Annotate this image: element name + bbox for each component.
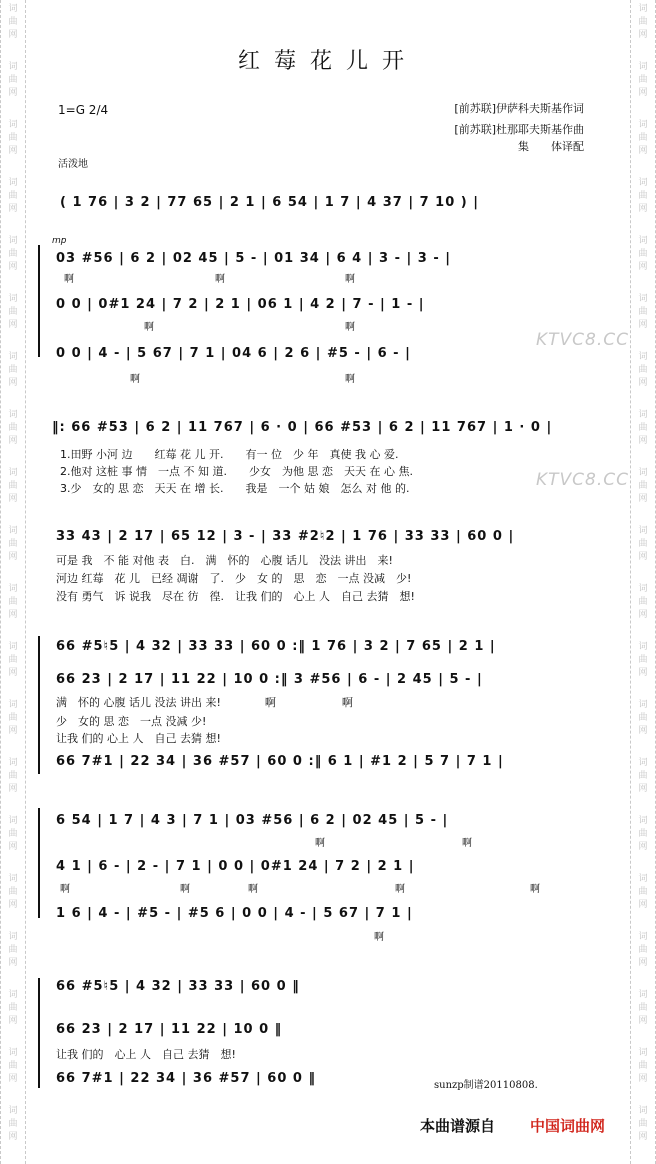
side-watermark-char: 网 xyxy=(638,1132,648,1142)
song-title: 红莓花儿开 xyxy=(237,49,418,74)
side-watermark-char: 曲 xyxy=(8,17,18,27)
side-watermark-char: 曲 xyxy=(8,597,18,607)
side-watermark-char: 曲 xyxy=(8,713,18,723)
sys4-voice2: 66 23 | 2 17 | 11 22 | 10 0 :‖ 3 #56 | 6 - | 2 45 | 5 - | xyxy=(56,672,483,687)
side-watermark-char: 网 xyxy=(638,726,648,736)
system-5-brace xyxy=(38,808,40,918)
side-watermark-char: 曲 xyxy=(8,945,18,955)
right-watermark-column xyxy=(630,0,656,1164)
ah-lyric: 啊 xyxy=(345,322,355,333)
side-watermark-char: 网 xyxy=(638,30,648,40)
sys4-lyric-2: 少 女的 思 恋 一点 没减 少! xyxy=(56,715,207,728)
sys4-lyric-1: 满 怀的 心腹 话儿 没法 讲出 来! 啊 啊 xyxy=(56,696,353,709)
side-watermark-char: 词 xyxy=(8,236,18,246)
side-watermark-char: 网 xyxy=(638,610,648,620)
side-watermark-char: 词 xyxy=(8,410,18,420)
side-watermark-char: 词 xyxy=(638,1106,648,1116)
side-watermark-char: 曲 xyxy=(638,481,648,491)
side-watermark-char: 网 xyxy=(638,552,648,562)
side-watermark-char: 词 xyxy=(638,120,648,130)
side-watermark-char: 词 xyxy=(8,1106,18,1116)
side-watermark-char: 词 xyxy=(8,120,18,130)
side-watermark-char: 网 xyxy=(8,262,18,272)
side-watermark-char: 曲 xyxy=(638,365,648,375)
side-watermark-char: 网 xyxy=(638,88,648,98)
sys1-voice2: 0 0 | 0#1 24 | 7 2 | 2 1 | 06 1 | 4 2 | 7 - | 1 - | xyxy=(56,297,425,312)
side-watermark-char: 词 xyxy=(8,4,18,14)
side-watermark-char: 曲 xyxy=(638,307,648,317)
sys1-voice3: 0 0 | 4 - | 5 67 | 7 1 | 04 6 | 2 6 | #5 - | 6 - | xyxy=(56,346,411,361)
side-watermark-char: 词 xyxy=(8,294,18,304)
side-watermark-char: 曲 xyxy=(638,713,648,723)
side-watermark-char: 网 xyxy=(638,842,648,852)
sys2-melody: ‖: 66 #53 | 6 2 | 11 767 | 6 · 0 | 66 #53 | 6 2 | 11 767 | 1 · 0 | xyxy=(52,420,553,435)
side-watermark-char: 词 xyxy=(638,468,648,478)
side-watermark-char: 网 xyxy=(8,610,18,620)
side-watermark-char: 词 xyxy=(638,352,648,362)
side-watermark-char: 网 xyxy=(638,668,648,678)
ah-lyric: 啊 xyxy=(462,838,472,849)
sys3-lyric-3: 没有 勇气 诉 说我 尽在 彷 徨. 让我 们的 心上 人 自己 去猜 想! xyxy=(56,590,415,603)
side-watermark-char: 网 xyxy=(8,842,18,852)
ah-lyric: 啊 xyxy=(248,884,258,895)
side-watermark-char: 曲 xyxy=(8,1003,18,1013)
translator-credit: 集 体译配 xyxy=(518,140,584,153)
tempo-marking: 活泼地 xyxy=(58,159,88,170)
side-watermark-char: 曲 xyxy=(638,191,648,201)
side-watermark-char: 词 xyxy=(8,642,18,652)
side-watermark-char: 曲 xyxy=(8,829,18,839)
side-watermark-char: 网 xyxy=(638,958,648,968)
sys5-voice1: 6 54 | 1 7 | 4 3 | 7 1 | 03 #56 | 6 2 | 02 45 | 5 - | xyxy=(56,813,449,828)
side-watermark-char: 词 xyxy=(8,874,18,884)
side-watermark-char: 曲 xyxy=(638,423,648,433)
sys2-lyric-1: 1.田野 小河 边 红莓 花 儿 开. 有一 位 少 年 真使 我 心 爱. xyxy=(60,448,399,461)
side-watermark-char: 曲 xyxy=(8,1061,18,1071)
side-watermark-char: 网 xyxy=(8,552,18,562)
side-watermark-char: 词 xyxy=(638,874,648,884)
side-watermark-char: 曲 xyxy=(8,423,18,433)
sys6-voice3: 66 7#1 | 22 34 | 36 #57 | 60 0 ‖ xyxy=(56,1071,316,1086)
side-watermark-char: 网 xyxy=(8,204,18,214)
side-watermark-char: 网 xyxy=(638,900,648,910)
left-watermark-column xyxy=(0,0,26,1164)
side-watermark-char: 词 xyxy=(638,1048,648,1058)
system-4-brace xyxy=(38,636,40,774)
intro-line: ( 1 76 | 3 2 | 77 65 | 2 1 | 6 54 | 1 7 | 4 37 | 7 10 ) | xyxy=(60,195,480,210)
side-watermark-char: 网 xyxy=(638,1074,648,1084)
sys3-lyric-1: 可是 我 不 能 对他 表 白. 满 怀的 心腹 话儿 没法 讲出 来! xyxy=(56,554,393,567)
side-watermark-char: 网 xyxy=(8,494,18,504)
side-watermark-char: 曲 xyxy=(638,829,648,839)
sys6-voice1: 66 #5♮5 | 4 32 | 33 33 | 60 0 ‖ xyxy=(56,979,300,994)
side-watermark-char: 曲 xyxy=(638,771,648,781)
side-watermark-char: 网 xyxy=(8,436,18,446)
side-watermark-char: 网 xyxy=(638,320,648,330)
side-watermark-char: 词 xyxy=(638,236,648,246)
ah-lyric: 啊 xyxy=(130,374,140,385)
side-watermark-char: 网 xyxy=(8,88,18,98)
ah-lyric: 啊 xyxy=(345,374,355,385)
ah-lyric: 啊 xyxy=(530,884,540,895)
side-watermark-char: 网 xyxy=(8,668,18,678)
side-watermark-char: 网 xyxy=(638,784,648,794)
ah-lyric: 啊 xyxy=(215,274,225,285)
ah-lyric: 啊 xyxy=(180,884,190,895)
side-watermark-char: 曲 xyxy=(638,887,648,897)
lyricist-credit: [前苏联]伊萨科夫斯基作词 xyxy=(454,102,584,115)
side-watermark-char: 网 xyxy=(8,900,18,910)
dynamic-mark: mp xyxy=(52,236,67,246)
side-watermark-char: 网 xyxy=(8,958,18,968)
side-watermark-char: 曲 xyxy=(8,133,18,143)
side-watermark-char: 网 xyxy=(8,726,18,736)
sys3-lyric-2: 河边 红莓 花 儿 已经 凋谢 了. 少 女 的 思 恋 一点 没减 少! xyxy=(56,572,412,585)
sys6-voice2: 66 23 | 2 17 | 11 22 | 10 0 ‖ xyxy=(56,1022,283,1037)
side-watermark-char: 词 xyxy=(8,584,18,594)
side-watermark-char: 词 xyxy=(638,990,648,1000)
side-watermark-char: 网 xyxy=(8,1132,18,1142)
side-watermark-char: 词 xyxy=(638,294,648,304)
side-watermark-char: 词 xyxy=(638,642,648,652)
ah-lyric: 啊 xyxy=(64,274,74,285)
composer-credit: [前苏联]杜那耶夫斯基作曲 xyxy=(454,123,584,136)
sys5-voice2: 4 1 | 6 - | 2 - | 7 1 | 0 0 | 0#1 24 | 7 2 | 2 1 | xyxy=(56,859,415,874)
side-watermark-char: 曲 xyxy=(638,1061,648,1071)
side-watermark-char: 网 xyxy=(8,378,18,388)
ah-lyric: 啊 xyxy=(374,932,384,943)
side-watermark-char: 网 xyxy=(8,784,18,794)
side-watermark-char: 词 xyxy=(638,700,648,710)
side-watermark-char: 曲 xyxy=(638,17,648,27)
ktv-watermark: KTVC8.CC xyxy=(536,470,629,490)
ah-lyric: 啊 xyxy=(345,274,355,285)
side-watermark-char: 曲 xyxy=(638,1119,648,1129)
side-watermark-char: 网 xyxy=(8,146,18,156)
system-1-brace xyxy=(38,245,40,357)
side-watermark-char: 曲 xyxy=(638,597,648,607)
side-watermark-char: 词 xyxy=(8,526,18,536)
side-watermark-char: 词 xyxy=(8,1048,18,1058)
sys6-lyric: 让我 们的 心上 人 自己 去猜 想! xyxy=(56,1048,236,1061)
ah-lyric: 啊 xyxy=(395,884,405,895)
side-watermark-char: 网 xyxy=(638,262,648,272)
side-watermark-char: 词 xyxy=(638,410,648,420)
side-watermark-char: 词 xyxy=(638,62,648,72)
sys2-lyric-2: 2.他对 这桩 事 情 一点 不 知 道. 少女 为他 思 恋 天天 在 心 焦. xyxy=(60,465,413,478)
side-watermark-char: 曲 xyxy=(8,365,18,375)
side-watermark-char: 网 xyxy=(638,204,648,214)
side-watermark-char: 词 xyxy=(8,178,18,188)
side-watermark-char: 词 xyxy=(8,990,18,1000)
side-watermark-char: 词 xyxy=(638,178,648,188)
side-watermark-char: 网 xyxy=(8,320,18,330)
side-watermark-char: 曲 xyxy=(8,771,18,781)
ah-lyric: 啊 xyxy=(60,884,70,895)
system-6-brace xyxy=(38,978,40,1088)
side-watermark-char: 词 xyxy=(8,468,18,478)
side-watermark-char: 曲 xyxy=(638,655,648,665)
side-watermark-char: 曲 xyxy=(8,75,18,85)
sys4-voice3: 66 7#1 | 22 34 | 36 #57 | 60 0 :‖ 6 1 | #1 2 | 5 7 | 7 1 | xyxy=(56,754,504,769)
sys1-voice1: 03 #56 | 6 2 | 02 45 | 5 - | 01 34 | 6 4 | 3 - | 3 - | xyxy=(56,251,452,266)
side-watermark-char: 曲 xyxy=(638,133,648,143)
side-watermark-char: 网 xyxy=(638,494,648,504)
ktv-watermark: KTVC8.CC xyxy=(536,330,629,350)
side-watermark-char: 网 xyxy=(638,1016,648,1026)
side-watermark-char: 曲 xyxy=(8,655,18,665)
sys3-melody: 33 43 | 2 17 | 65 12 | 3 - | 33 #2♮2 | 1 76 | 33 33 | 60 0 | xyxy=(56,529,515,544)
transcriber-signature: sunzp制谱20110808. xyxy=(434,1080,538,1091)
side-watermark-char: 词 xyxy=(8,62,18,72)
side-watermark-char: 曲 xyxy=(638,539,648,549)
side-watermark-char: 网 xyxy=(8,1016,18,1026)
side-watermark-char: 网 xyxy=(638,146,648,156)
side-watermark-char: 曲 xyxy=(8,191,18,201)
side-watermark-char: 网 xyxy=(8,1074,18,1084)
side-watermark-char: 词 xyxy=(8,700,18,710)
sys4-lyric-3: 让我 们的 心上 人 自己 去猜 想! xyxy=(56,732,221,745)
side-watermark-char: 词 xyxy=(8,816,18,826)
side-watermark-char: 网 xyxy=(638,436,648,446)
side-watermark-char: 词 xyxy=(638,758,648,768)
side-watermark-char: 词 xyxy=(638,584,648,594)
side-watermark-char: 曲 xyxy=(8,307,18,317)
side-watermark-char: 曲 xyxy=(638,945,648,955)
side-watermark-char: 词 xyxy=(638,816,648,826)
sys5-voice3: 1 6 | 4 - | #5 - | #5 6 | 0 0 | 4 - | 5 67 | 7 1 | xyxy=(56,906,413,921)
sys4-voice1: 66 #5♮5 | 4 32 | 33 33 | 60 0 :‖ 1 76 | 3 2 | 7 65 | 2 1 | xyxy=(56,639,496,654)
side-watermark-char: 曲 xyxy=(638,75,648,85)
side-watermark-char: 词 xyxy=(8,758,18,768)
side-watermark-char: 曲 xyxy=(638,249,648,259)
side-watermark-char: 网 xyxy=(8,30,18,40)
ah-lyric: 啊 xyxy=(144,322,154,333)
side-watermark-char: 曲 xyxy=(8,1119,18,1129)
side-watermark-char: 词 xyxy=(638,4,648,14)
sys2-lyric-3: 3.少 女的 思 恋 天天 在 增 长. 我是 一个 姑 娘 怎么 对 他 的. xyxy=(60,482,410,495)
key-signature: 1=G 2/4 xyxy=(58,103,109,117)
side-watermark-char: 词 xyxy=(8,932,18,942)
side-watermark-char: 曲 xyxy=(8,539,18,549)
side-watermark-char: 曲 xyxy=(8,481,18,491)
side-watermark-char: 曲 xyxy=(8,887,18,897)
side-watermark-char: 网 xyxy=(638,378,648,388)
side-watermark-char: 词 xyxy=(638,526,648,536)
source-site-link[interactable]: 中国词曲网 xyxy=(530,1117,606,1135)
ah-lyric: 啊 xyxy=(315,838,325,849)
side-watermark-char: 曲 xyxy=(638,1003,648,1013)
source-label: 本曲谱源自 xyxy=(420,1117,496,1135)
side-watermark-char: 词 xyxy=(638,932,648,942)
side-watermark-char: 词 xyxy=(8,352,18,362)
side-watermark-char: 曲 xyxy=(8,249,18,259)
